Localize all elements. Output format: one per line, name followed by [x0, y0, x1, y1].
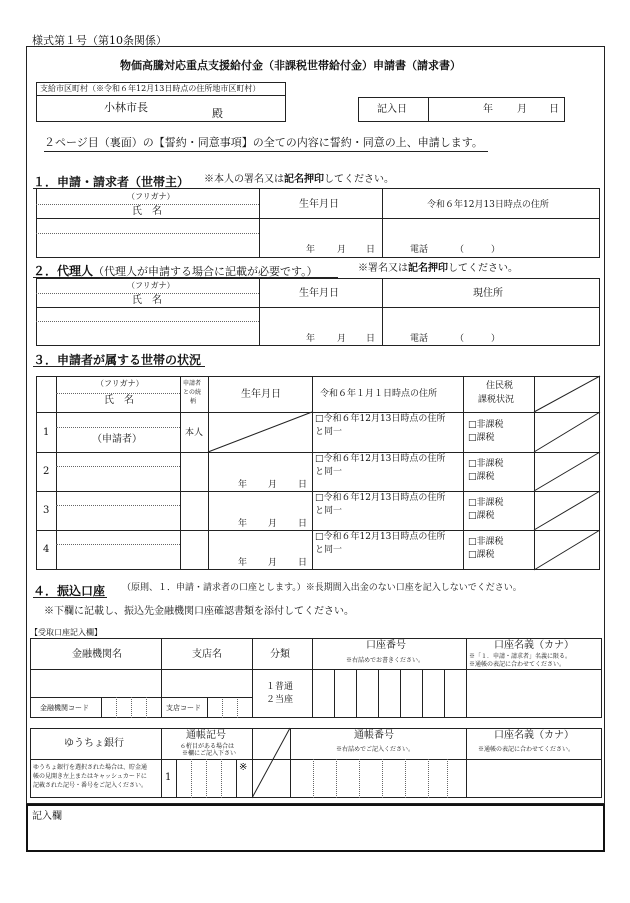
- branch-header: 支店名: [192, 649, 222, 660]
- row-number: 4: [43, 544, 50, 555]
- s3-h-tax: 課税状況: [478, 395, 515, 405]
- s1-year: 年: [306, 245, 316, 255]
- month-label: 月: [517, 104, 527, 115]
- s2-note: ※署名又は記名押印してください。: [358, 263, 518, 274]
- s1-month: 月: [337, 245, 347, 255]
- day-label: 日: [549, 104, 559, 115]
- s2-address-header: 現住所: [473, 288, 503, 299]
- s2-heading: ２．代理人（代理人が申請する場合に記載が必要です。）: [33, 264, 318, 278]
- account-box-label: 【受取口座記入欄】: [30, 628, 102, 637]
- honorific: 殿: [212, 107, 223, 120]
- yucho-note: ゆうちょ銀行を選択された場合は、貯金通: [33, 764, 148, 771]
- passbook-symbol-header: 通帳記号: [186, 730, 226, 741]
- pledge-text: ２ページ目（裏面）の【誓約・同意事項】の全ての内容に誓約・同意の上、申請します。: [44, 136, 483, 149]
- same-address-checkbox[interactable]: □令和６年12月13日時点の住所: [315, 532, 446, 542]
- same-address-checkbox[interactable]: □令和６年12月13日時点の住所: [315, 493, 446, 503]
- memo-label: 記入欄: [32, 811, 62, 822]
- account-number-header: 口座番号: [366, 640, 406, 651]
- tax-checkbox[interactable]: □課税: [468, 550, 495, 560]
- s1-note: ※本人の署名又は記名押印してください。: [204, 174, 394, 185]
- account-number-note: ※右詰めでお書きください。: [346, 657, 425, 664]
- holder-note: ※通帳の表記に合わせてください。: [469, 661, 566, 668]
- day-label: 日: [298, 480, 308, 490]
- entry-date-label: 記入日: [377, 104, 407, 115]
- s3-h-name: 氏 名: [104, 395, 134, 406]
- yucho-note: 帳の見開き左上またはキャッシュカードに: [33, 773, 147, 780]
- account-type-header: 分類: [270, 649, 290, 660]
- tax-checkbox[interactable]: □課税: [468, 433, 495, 443]
- s4-note2: ※下欄に記載し、振込先金融機関口座確認書類を添付してください。: [44, 606, 354, 617]
- s3-h-birth: 生年月日: [241, 389, 281, 400]
- year-label: 年: [483, 104, 493, 115]
- s2-month: 月: [337, 334, 347, 344]
- day-label: 日: [298, 519, 308, 529]
- addressee-label: 支給市区町村（※令和６年12月13日時点の住所地市区町村）: [40, 84, 261, 93]
- sixth-digit-mark: ※: [239, 762, 248, 773]
- same-address-label: と同一: [315, 545, 343, 555]
- nontax-checkbox[interactable]: □非課税: [468, 420, 504, 430]
- row-number: 1: [43, 427, 50, 438]
- self-label: 本人: [185, 428, 204, 438]
- s3-h-furigana: （フリガナ）: [96, 379, 144, 388]
- holder-note: ※「１．申請・請求者」名義に限る。: [469, 653, 572, 660]
- type-current[interactable]: ２当座: [266, 695, 294, 705]
- applicant-label: （申請者）: [92, 434, 142, 445]
- holder-header: 口座名義（カナ）: [494, 640, 574, 651]
- s1-phone: 電話: [410, 245, 429, 255]
- passbook-symbol-prefix: 1: [165, 772, 172, 783]
- symbol-note: ※欄にご記入下さい: [182, 750, 237, 757]
- day-label: 日: [298, 558, 308, 568]
- form-title: 物価高騰対応重点支援給付金（非課税世帯給付金）申請書（請求書）: [120, 59, 461, 72]
- s3-h-rel: 柄: [190, 398, 197, 405]
- yucho-holder-note: ※通帳の表記に合わせてください。: [478, 746, 575, 753]
- bank-name-header: 金融機関名: [72, 649, 122, 660]
- month-label: 月: [268, 480, 278, 490]
- same-address-checkbox[interactable]: □令和６年12月13日時点の住所: [315, 454, 446, 464]
- nontax-checkbox[interactable]: □非課税: [468, 498, 504, 508]
- month-label: 月: [268, 519, 278, 529]
- type-ordinary[interactable]: １普通: [266, 682, 294, 692]
- tax-checkbox[interactable]: □課税: [468, 472, 495, 482]
- s3-heading: ３．申請者が属する世帯の状況: [33, 353, 202, 367]
- s4-heading: ４．振込口座: [33, 584, 106, 598]
- tax-checkbox[interactable]: □課税: [468, 511, 495, 521]
- s2-year: 年: [306, 334, 316, 344]
- s2-day: 日: [366, 334, 376, 344]
- s3-h-rel: 申請者: [183, 380, 202, 387]
- yucho-note: 記載された記号・番号をご記入ください。: [33, 782, 148, 789]
- s1-heading: １．申請・請求者（世帯主）: [33, 175, 190, 189]
- s1-address-header: 令和６年12月13日時点の住所: [427, 200, 549, 210]
- s2-furigana: （フリガナ）: [127, 281, 175, 290]
- row-number: 2: [43, 466, 50, 477]
- s1-phone-paren: （ ）: [455, 245, 501, 255]
- form-number: 様式第１号（第10条関係）: [32, 34, 167, 47]
- passbook-number-note: ※右詰めでご記入ください。: [336, 746, 415, 753]
- symbol-note: ６桁目がある場合は: [180, 743, 235, 750]
- year-label: 年: [238, 519, 248, 529]
- s1-birth-header: 生年月日: [299, 199, 339, 210]
- row-number: 3: [43, 505, 50, 516]
- s3-h-rel: との続: [183, 389, 202, 396]
- yucho-holder-header: 口座名義（カナ）: [494, 730, 574, 741]
- year-label: 年: [238, 558, 248, 568]
- s3-h-addr: 令和６年１月１日時点の住所: [320, 389, 438, 399]
- s1-name-header: 氏 名: [132, 206, 162, 217]
- s2-phone-paren: （ ）: [455, 334, 501, 344]
- branch-code-label: 支店コード: [166, 704, 201, 712]
- s2-name-header: 氏 名: [132, 295, 162, 306]
- nontax-checkbox[interactable]: □非課税: [468, 459, 504, 469]
- s3-h-tax: 住民税: [486, 381, 514, 391]
- same-address-label: と同一: [315, 467, 343, 477]
- passbook-number-header: 通帳番号: [354, 730, 394, 741]
- yucho-label: ゆうちょ銀行: [64, 738, 124, 749]
- nontax-checkbox[interactable]: □非課税: [468, 537, 504, 547]
- same-address-label: と同一: [315, 506, 343, 516]
- same-address-checkbox[interactable]: □令和６年12月13日時点の住所: [315, 414, 446, 424]
- bank-code-label: 金融機関コード: [40, 704, 89, 712]
- s2-phone: 電話: [410, 334, 429, 344]
- same-address-label: と同一: [315, 427, 343, 437]
- month-label: 月: [268, 558, 278, 568]
- year-label: 年: [238, 480, 248, 490]
- s1-furigana: （フリガナ）: [127, 192, 175, 201]
- s2-birth-header: 生年月日: [299, 288, 339, 299]
- mayor-name: 小林市長: [104, 101, 148, 114]
- s1-day: 日: [366, 245, 376, 255]
- s4-note: （原則、１．申請・請求者の口座とします。）※長期間入出金のない口座を記入しないでください。: [122, 583, 522, 593]
